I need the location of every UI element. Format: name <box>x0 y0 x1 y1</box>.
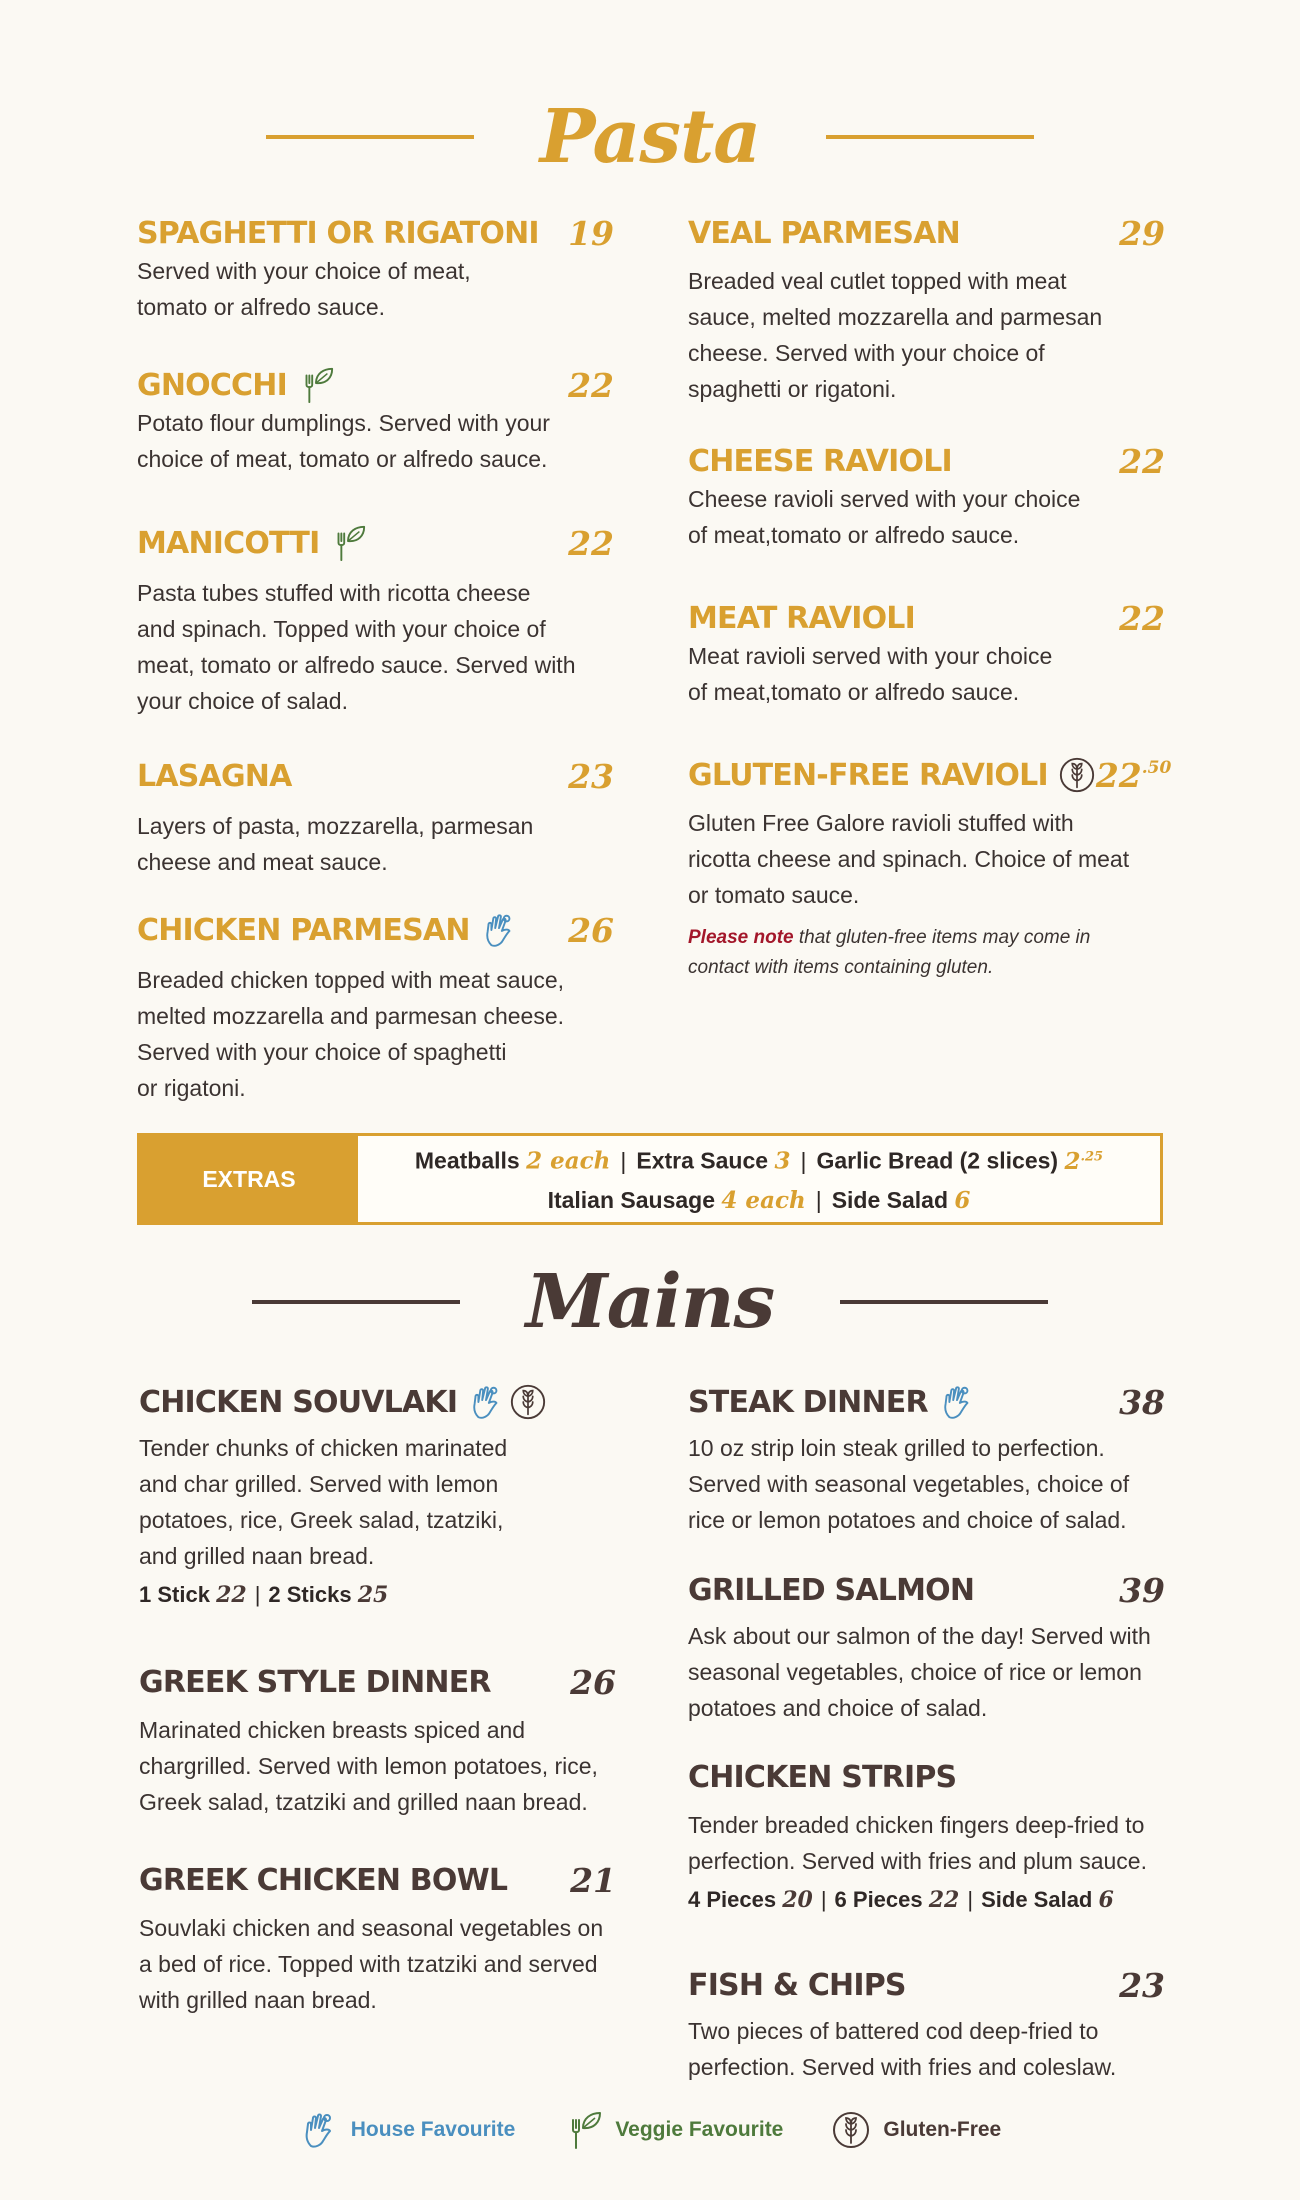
item-price: 38 <box>1119 1382 1165 1422</box>
header-rule-left <box>266 135 474 139</box>
house-favourite-icon <box>480 911 518 949</box>
menu-item-cheese-ravioli <box>688 441 1165 553</box>
item-description: Marinated chicken breasts spiced and chargrilled. Served with lemon potatoes, rice, Greek salad, tzatziki and grilled naan bread. <box>139 1717 598 1815</box>
header-rule-left <box>252 1300 460 1304</box>
item-name: GLUTEN-FREE RAVIOLI <box>688 757 1048 793</box>
item-name: MANICOTTI <box>137 525 320 561</box>
gluten-free-icon <box>831 2110 871 2150</box>
veggie-icon <box>297 366 335 404</box>
item-name: FISH & CHIPS <box>688 1967 906 2003</box>
item-price: 23 <box>568 756 614 796</box>
menu-item-chicken-souvlaki <box>139 1382 616 1608</box>
gluten-free-icon <box>509 1383 547 1421</box>
item-name: GREEK STYLE DINNER <box>139 1664 491 1700</box>
item-price: $22^{.50}$ <box>1095 755 1172 795</box>
item-description: Tender chunks of chicken marinated and char grilled. Served with lemon potatoes, rice, Greek salad, tzatziki, and grilled naan bread. <box>139 1435 508 1569</box>
item-price: 26 <box>570 1662 616 1702</box>
menu-item-steak-dinner <box>688 1382 1165 1538</box>
extras-list <box>358 1136 1160 1222</box>
item-name: CHICKEN STRIPS <box>688 1759 957 1795</box>
legend-gluten-free: Gluten-Free <box>831 2110 1001 2150</box>
menu-item-lasagna <box>137 756 614 880</box>
menu-item-chicken-strips <box>688 1757 1165 1913</box>
menu-item-chicken-parmesan <box>137 910 614 1106</box>
item-description: Breaded chicken topped with meat sauce, melted mozzarella and parmesan cheese. Served with your choice of spaghetti or rigatoni. <box>137 967 565 1101</box>
extras-label: EXTRAS <box>140 1136 358 1222</box>
pasta-header <box>0 94 1300 180</box>
item-name: GNOCCHI <box>137 367 287 403</box>
item-description: 10 oz strip loin steak grilled to perfection. Served with seasonal vegetables, choice of rice or lemon potatoes and choice of salad. <box>688 1435 1130 1533</box>
mains-title: Mains <box>525 1259 775 1345</box>
item-price: 21 <box>570 1860 616 1900</box>
item-name: CHEESE RAVIOLI <box>688 443 952 479</box>
item-name: STEAK DINNER <box>688 1384 928 1420</box>
legend-veggie-favourite: Veggie Favourite <box>563 2110 783 2150</box>
item-price: 23 <box>1119 1965 1165 2005</box>
item-description: Cheese ravioli served with your choice of meat,tomato or alfredo sauce. <box>688 486 1081 548</box>
item-price: 29 <box>1119 213 1165 253</box>
header-rule-right <box>826 135 1034 139</box>
house-favourite-icon <box>467 1383 505 1421</box>
item-description: Layers of pasta, mozzarella, parmesan cheese and meat sauce. <box>137 813 534 875</box>
item-options: 4 Pieces 20 | 6 Pieces 22 | Side Salad 6 <box>688 1887 1114 1913</box>
legend-house-favourite: House Favourite <box>299 2110 516 2150</box>
menu-item-fish-chips <box>688 1965 1165 2085</box>
item-description: Two pieces of battered cod deep-fried to perfection. Served with fries and coleslaw. <box>688 2018 1117 2080</box>
item-price: 22 <box>568 523 614 563</box>
menu-item-manicotti <box>137 523 614 719</box>
item-price: 39 <box>1119 1570 1165 1610</box>
item-name: VEAL PARMESAN <box>688 215 960 251</box>
item-name: GRILLED SALMON <box>688 1572 975 1608</box>
extras-box <box>137 1133 1163 1225</box>
mains-header <box>0 1259 1300 1345</box>
item-price: 22 <box>1119 441 1165 481</box>
item-name: MEAT RAVIOLI <box>688 600 915 636</box>
extras-line-1: Meatballs 2 each | Extra Sauce 3 | Garlic Bread (2 slices) $2^{.25}$ <box>414 1147 1104 1175</box>
house-favourite-icon <box>938 1383 976 1421</box>
item-description: Meat ravioli served with your choice of meat,tomato or alfredo sauce. <box>688 643 1053 705</box>
menu-item-grilled-salmon <box>688 1570 1165 1726</box>
item-name: CHICKEN SOUVLAKI <box>139 1384 458 1420</box>
header-rule-right <box>840 1300 1048 1304</box>
item-price: 19 <box>568 213 614 253</box>
veggie-icon <box>329 524 367 562</box>
item-description: Gluten Free Galore ravioli stuffed with ricotta cheese and spinach. Choice of meat or tomato sauce. <box>688 810 1130 908</box>
gluten-free-icon <box>1058 756 1096 794</box>
menu-item-gnocchi <box>137 365 614 477</box>
gluten-note: Please note that gluten-free items may come in contact with items containing gluten. <box>688 927 1091 978</box>
menu-item-meat-ravioli <box>688 598 1165 710</box>
item-description: Souvlaki chicken and seasonal vegetables on a bed of rice. Topped with tzatziki and served with grilled naan bread. <box>139 1915 604 2013</box>
item-description: Potato flour dumplings. Served with your choice of meat, tomato or alfredo sauce. <box>137 410 550 472</box>
menu-item-greek-style-dinner <box>139 1662 616 1820</box>
menu-item-veal-parmesan <box>688 213 1165 407</box>
icon-legend <box>0 2110 1300 2150</box>
item-options: 1 Stick 22 | 2 Sticks 25 <box>139 1582 389 1608</box>
item-price: 26 <box>568 910 614 950</box>
item-name: CHICKEN PARMESAN <box>137 912 470 948</box>
item-name: GREEK CHICKEN BOWL <box>139 1862 508 1898</box>
menu-item-spaghetti <box>137 213 614 325</box>
item-description: Breaded veal cutlet topped with meat sauce, melted mozzarella and parmesan cheese. Served with your choice of spaghetti or rigatoni. <box>688 268 1103 402</box>
item-description: Served with your choice of meat, tomato or alfredo sauce. <box>137 258 471 320</box>
item-description: Pasta tubes stuffed with ricotta cheese and spinach. Topped with your choice of meat, tomato or alfredo sauce. Served with your choice of salad. <box>137 580 576 714</box>
menu-item-gluten-free-ravioli <box>688 755 1172 983</box>
item-price: 22 <box>1119 598 1165 638</box>
veggie-icon <box>563 2110 603 2150</box>
item-price: 22 <box>568 365 614 405</box>
extras-line-2: Italian Sausage 4 each | Side Salad 6 <box>547 1186 971 1214</box>
item-description: Tender breaded chicken fingers deep-fried to perfection. Served with fries and plum sauce. <box>688 1812 1147 1874</box>
item-name: SPAGHETTI OR RIGATONI <box>137 215 539 251</box>
menu-item-greek-chicken-bowl <box>139 1860 616 2018</box>
item-name: LASAGNA <box>137 758 292 794</box>
item-description: Ask about our salmon of the day! Served with seasonal vegetables, choice of rice or lemon potatoes and choice of salad. <box>688 1623 1151 1721</box>
house-favourite-icon <box>299 2110 339 2150</box>
pasta-title: Pasta <box>539 94 761 180</box>
